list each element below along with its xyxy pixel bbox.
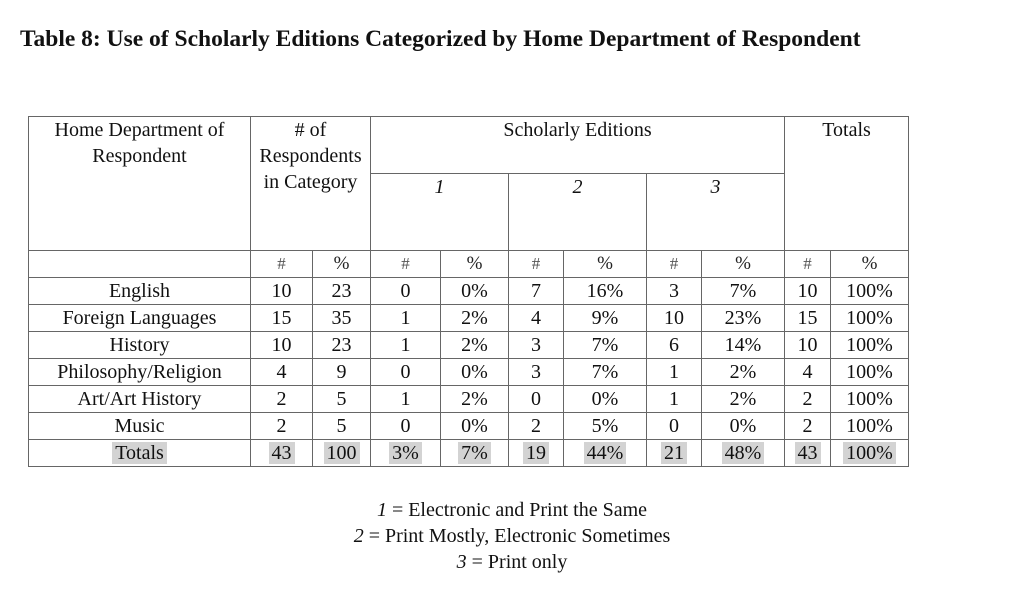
cell-value: 0% xyxy=(702,413,785,440)
cell-department: Music xyxy=(29,413,251,440)
cell-value: 100% xyxy=(831,386,909,413)
cell-value: 1 xyxy=(371,305,441,332)
cell-total: 100% xyxy=(843,442,896,464)
cell-value: 15 xyxy=(785,305,831,332)
table-row xyxy=(29,305,909,332)
cell-value: 0% xyxy=(441,278,509,305)
table-row xyxy=(29,278,909,305)
cell-value: 2% xyxy=(441,332,509,359)
cell-value: 23% xyxy=(702,305,785,332)
header-totals: Totals xyxy=(785,117,909,251)
cell-total: 3% xyxy=(389,442,422,464)
cell-value: 35 xyxy=(313,305,371,332)
cell-value: 9 xyxy=(313,359,371,386)
subheader-percent: % xyxy=(313,251,371,278)
cell-value: 2 xyxy=(251,413,313,440)
cell-total: 43 xyxy=(795,442,821,464)
scholarly-editions-table xyxy=(28,116,909,467)
header-respondents: # of Respondents in Category xyxy=(251,117,371,251)
cell-value: 100% xyxy=(831,332,909,359)
subheader-count: # xyxy=(785,251,831,278)
cell-value: 3 xyxy=(509,332,564,359)
cell-value: 0% xyxy=(441,413,509,440)
cell-value: 14% xyxy=(702,332,785,359)
cell-value: 2% xyxy=(441,305,509,332)
table-row xyxy=(29,386,909,413)
subheader-count: # xyxy=(251,251,313,278)
legend-item: 3 = Print only xyxy=(456,551,568,573)
cell-value: 5 xyxy=(313,386,371,413)
table-row xyxy=(29,332,909,359)
cell-value: 2 xyxy=(785,413,831,440)
cell-value: 16% xyxy=(564,278,647,305)
cell-value: 9% xyxy=(564,305,647,332)
cell-value: 2% xyxy=(441,386,509,413)
table-title: Table 8: Use of Scholarly Editions Categorized by Home Department of Respondent xyxy=(20,26,861,52)
cell-value: 100% xyxy=(831,359,909,386)
cell-value: 1 xyxy=(647,386,702,413)
cell-department: Art/Art History xyxy=(29,386,251,413)
cell-value: 3 xyxy=(647,278,702,305)
header-edition-2: 2 xyxy=(509,174,647,251)
cell-value: 5 xyxy=(313,413,371,440)
subheader-count: # xyxy=(509,251,564,278)
cell-value: 2 xyxy=(785,386,831,413)
subheader-count: # xyxy=(647,251,702,278)
cell-value: 5% xyxy=(564,413,647,440)
cell-total: 19 xyxy=(523,442,549,464)
legend-item: 1 = Electronic and Print the Same xyxy=(376,499,648,521)
cell-value: 10 xyxy=(647,305,702,332)
header-edition-3: 3 xyxy=(647,174,785,251)
cell-total: 43 xyxy=(269,442,295,464)
legend-item: 2 = Print Mostly, Electronic Sometimes xyxy=(353,525,671,547)
cell-value: 0 xyxy=(371,413,441,440)
cell-value: 10 xyxy=(251,278,313,305)
cell-total: 21 xyxy=(661,442,687,464)
cell-value: 7 xyxy=(509,278,564,305)
cell-value: 23 xyxy=(313,332,371,359)
cell-value: 10 xyxy=(251,332,313,359)
cell-value: 2 xyxy=(251,386,313,413)
cell-value: 1 xyxy=(647,359,702,386)
cell-value: 3 xyxy=(509,359,564,386)
header-scholarly-editions: Scholarly Editions xyxy=(371,117,785,174)
subheader-percent: % xyxy=(441,251,509,278)
legend xyxy=(0,497,1024,575)
subheader-blank xyxy=(29,251,251,278)
cell-value: 0% xyxy=(564,386,647,413)
cell-value: 6 xyxy=(647,332,702,359)
subheader-percent: % xyxy=(831,251,909,278)
cell-value: 0 xyxy=(371,278,441,305)
cell-value: 4 xyxy=(509,305,564,332)
cell-value: 2% xyxy=(702,386,785,413)
cell-value: 0 xyxy=(647,413,702,440)
cell-value: 0 xyxy=(371,359,441,386)
cell-total: 48% xyxy=(722,442,765,464)
cell-value: 2% xyxy=(702,359,785,386)
cell-value: 10 xyxy=(785,278,831,305)
cell-value: 2 xyxy=(509,413,564,440)
cell-value: 4 xyxy=(251,359,313,386)
cell-value: 4 xyxy=(785,359,831,386)
cell-value: 23 xyxy=(313,278,371,305)
cell-value: 0% xyxy=(441,359,509,386)
cell-department: Foreign Languages xyxy=(29,305,251,332)
cell-value: 7% xyxy=(564,332,647,359)
table-row xyxy=(29,359,909,386)
subheader-percent: % xyxy=(564,251,647,278)
cell-value: 7% xyxy=(702,278,785,305)
subheader-count: # xyxy=(371,251,441,278)
cell-value: 100% xyxy=(831,305,909,332)
cell-value: 10 xyxy=(785,332,831,359)
cell-value: 1 xyxy=(371,332,441,359)
cell-department: Philosophy/Religion xyxy=(29,359,251,386)
cell-value: 100% xyxy=(831,413,909,440)
cell-value: 15 xyxy=(251,305,313,332)
cell-total: 7% xyxy=(458,442,491,464)
cell-value: 100% xyxy=(831,278,909,305)
subheader-percent: % xyxy=(702,251,785,278)
cell-value: 7% xyxy=(564,359,647,386)
table-row xyxy=(29,413,909,440)
cell-total: 100 xyxy=(324,442,360,464)
cell-total: 44% xyxy=(584,442,627,464)
header-department: Home Department of Respondent xyxy=(29,117,251,251)
cell-totals-label: Totals xyxy=(112,442,167,464)
cell-value: 0 xyxy=(509,386,564,413)
cell-department: History xyxy=(29,332,251,359)
totals-row xyxy=(29,440,909,467)
header-edition-1: 1 xyxy=(371,174,509,251)
cell-department: English xyxy=(29,278,251,305)
cell-value: 1 xyxy=(371,386,441,413)
